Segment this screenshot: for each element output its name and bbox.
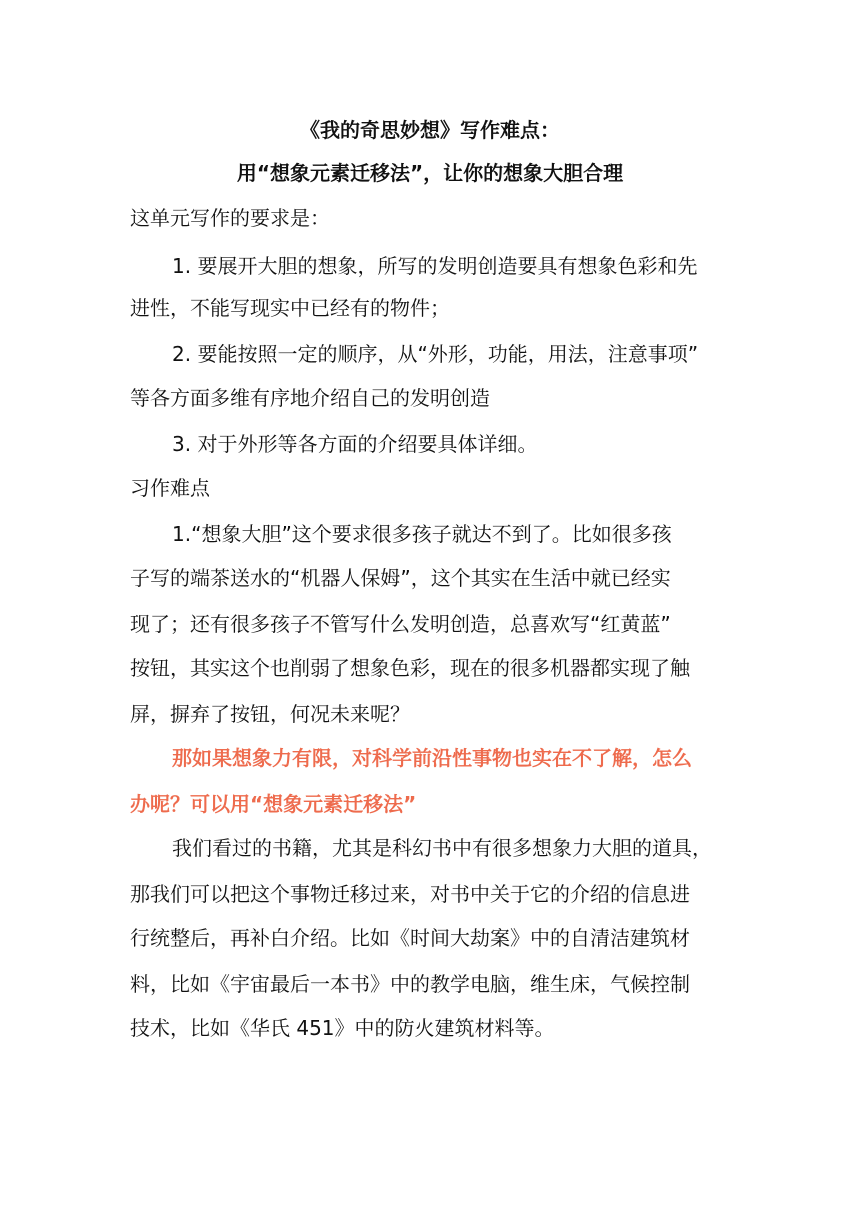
document-subtitle: 用“想象元素迁移法”，让你的想象大胆合理 [236, 161, 624, 185]
document-title: 《我的奇思妙想》写作难点： [300, 118, 560, 142]
paragraph-line: 料，比如《宇宙最后一本书》中的教学电脑，维生床，气候控制 [130, 972, 690, 996]
paragraph-line: 子写的端茶送水的“机器人保姆”，这个其实在生活中就已经实 [130, 566, 671, 590]
paragraph-line: 行统整后，再补白介绍。比如《时间大劫案》中的自清洁建筑材 [130, 926, 690, 950]
paragraph-line: 进性，不能写现实中已经有的物件； [130, 296, 450, 320]
paragraph-line: 按钮，其实这个也削弱了想象色彩，现在的很多机器都实现了触 [130, 656, 690, 680]
paragraph-line: 1. 要展开大胆的想象，所写的发明创造要具有想象色彩和先 [172, 254, 698, 278]
paragraph-line: 技术，比如《华氏 451》中的防火建筑材料等。 [130, 1016, 555, 1040]
paragraph-line: 1.“想象大胆”这个要求很多孩子就达不到了。比如很多孩 [172, 522, 672, 546]
paragraph-line: 等各方面多维有序地介绍自己的发明创造 [130, 386, 490, 410]
paragraph-line: 屏，摒弃了按钮，何况未来呢？ [130, 702, 410, 726]
highlight-line: 那如果想象力有限，对科学前沿性事物也实在不了解，怎么 [172, 746, 692, 770]
paragraph-line: 那我们可以把这个事物迁移过来，对书中关于它的介绍的信息进 [130, 882, 690, 906]
paragraph-line: 现了；还有很多孩子不管写什么发明创造，总喜欢写“红黄蓝” [130, 612, 671, 636]
paragraph-line: 我们看过的书籍，尤其是科幻书中有很多想象力大胆的道具， [172, 836, 712, 860]
highlight-line: 办呢？可以用“想象元素迁移法” [130, 792, 417, 816]
paragraph-line: 2. 要能按照一定的顺序，从“外形，功能，用法，注意事项” [172, 342, 699, 366]
paragraph-line: 这单元写作的要求是： [130, 206, 330, 230]
section-heading: 习作难点 [130, 476, 210, 500]
paragraph-line: 3. 对于外形等各方面的介绍要具体详细。 [172, 432, 538, 456]
